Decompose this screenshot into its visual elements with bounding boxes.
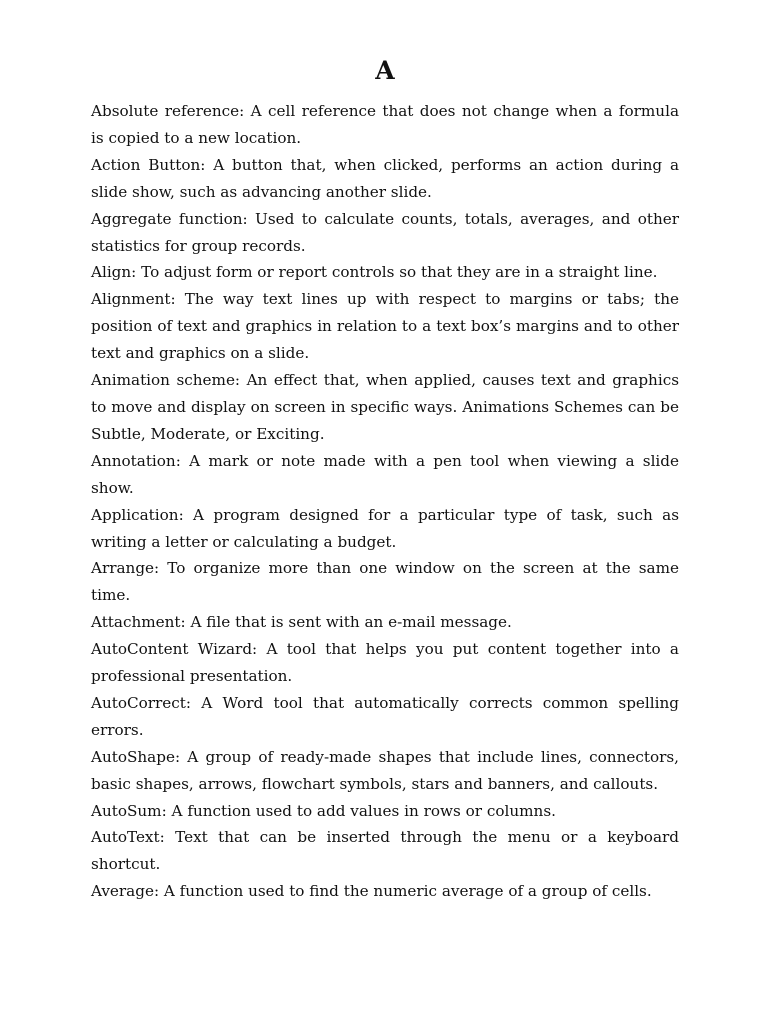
glossary-entry-attachment: Attachment: A file that is sent with an e-mail message.	[91, 613, 512, 632]
glossary-entries	[91, 98, 679, 905]
glossary-entry-autocontent-wizard: AutoContent Wizard: A tool that helps you put content together into a professional presentation.	[91, 640, 679, 686]
glossary-page	[91, 52, 679, 905]
glossary-entry-alignment: Alignment: The way text lines up with respect to margins or tabs; the position of text and graphics in relation to a text box’s margins and to other text and graphics on a slide.	[91, 290, 679, 363]
glossary-entry-absolute-reference: Absolute reference: A cell reference that does not change when a formula is copied to a new location.	[91, 102, 679, 147]
glossary-entry-autoshape: AutoShape: A group of ready-made shapes that include lines, connectors, basic shapes, arrows, flowchart symbols, stars and banners, and callouts.	[91, 747, 679, 793]
glossary-entry-arrange: Arrange: To organize more than one window on the screen at the same time.	[91, 559, 679, 605]
glossary-entry-aggregate-function: Aggregate function: Used to calculate counts, totals, averages, and other statistics for group records.	[91, 209, 679, 255]
glossary-entry-autotext: AutoText: Text that can be inserted through the menu or a keyboard shortcut.	[91, 828, 679, 874]
glossary-entry-application: Application: A program designed for a particular type of task, such as writing a letter or calculating a budget.	[91, 505, 679, 551]
glossary-entry-autocorrect: AutoCorrect: A Word tool that automatically corrects common spelling errors.	[91, 693, 679, 739]
glossary-entry-align: Align: To adjust form or report controls so that they are in a straight line.	[91, 263, 658, 282]
glossary-entry-action-button: Action Button: A button that, when clicked, performs an action during a slide show, such as advancing another slide.	[91, 155, 679, 201]
glossary-entry-annotation: Annotation: A mark or note made with a pen tool when viewing a slide show.	[91, 451, 679, 497]
glossary-entry-average: Average: A function used to find the numeric average of a group of cells.	[91, 882, 652, 901]
glossary-entry-autosum: AutoSum: A function used to add values in rows or columns.	[91, 801, 556, 820]
section-heading: A	[375, 56, 395, 85]
glossary-entry-animation-scheme: Animation scheme: An effect that, when applied, causes text and graphics to move and display on screen in specific ways. Animations Schemes can be Subtle, Moderate, or Exciting.	[91, 371, 679, 443]
